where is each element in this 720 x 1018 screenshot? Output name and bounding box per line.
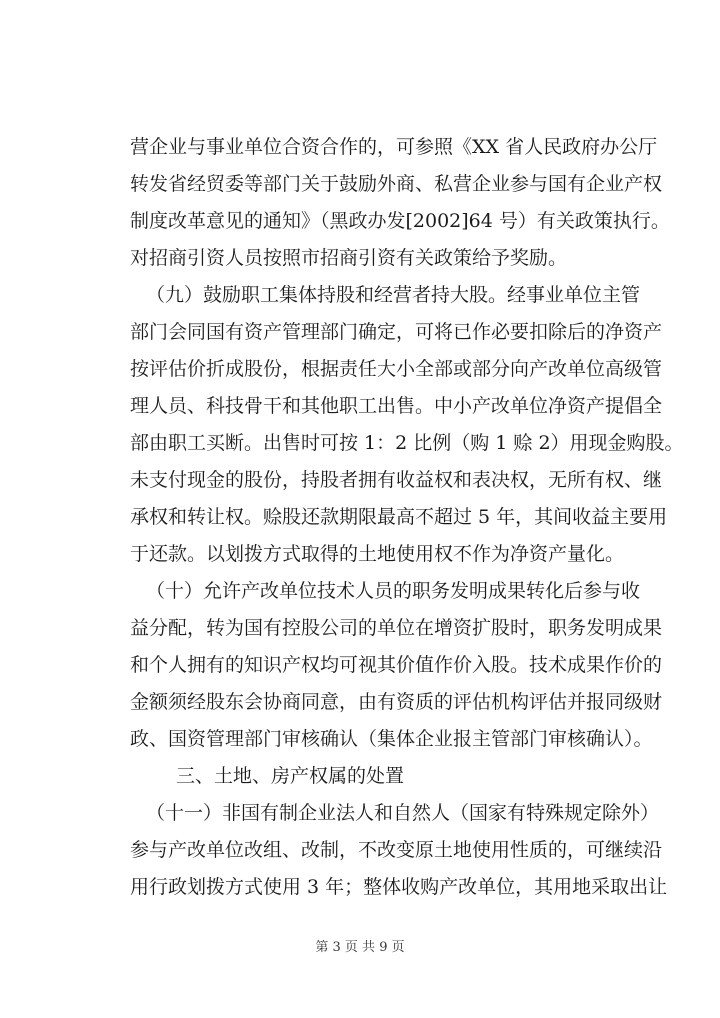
text-line: 部门会同国有资产管理部门确定，可将已作必要扣除后的净资产: [130, 321, 663, 343]
text-line: 营企业与事业单位合资合作的，可参照《XX 省人民政府办公厅: [130, 136, 658, 158]
page-number: 第 3 页 共 9 页: [315, 940, 405, 955]
text-line: 承权和转让权。赊股还款期限最高不超过 5 年，其间收益主要用: [130, 506, 668, 528]
text-line: （十一）非国有制企业法人和自然人（国家有特殊规定除外）: [146, 802, 660, 824]
text-line: 理人员、科技骨干和其他职工出售。中小产改单位净资产提倡全: [130, 395, 663, 417]
text-line: 参与产改单位改组、改制，不改变原土地使用性质的，可继续沿: [130, 839, 663, 861]
text-line: 政、国资管理部门审核确认（集体企业报主管部门审核确认）。: [130, 728, 653, 750]
text-line: 用行政划拨方式使用 3 年；整体收购产改单位，其用地采取出让: [130, 876, 668, 898]
text-line: 于还款。以划拨方式取得的土地使用权不作为净资产量化。: [130, 543, 625, 565]
text-line: 金额须经股东会协商同意，由有资质的评估机构评估并报同级财: [130, 691, 663, 713]
text-line: （十）允许产改单位技术人员的职务发明成果转化后参与收: [146, 580, 641, 602]
text-line: 益分配，转为国有控股公司的单位在增资扩股时，职务发明成果: [130, 617, 663, 639]
text-line: 部由职工买断。出售时可按 1：2 比例（购 1 赊 2）用现金购股。: [130, 432, 684, 454]
text-line: 按评估价折成股份，根据责任大小全部或部分向产改单位高级管: [130, 358, 663, 380]
text-line: 对招商引资人员按照市招商引资有关政策给予奖励。: [130, 247, 568, 269]
text-line: 制度改革意见的通知》（黑政办发[2002]64 号）有关政策执行。: [130, 210, 670, 232]
text-line: 未支付现金的股份，持股者拥有收益权和表决权，无所有权、继: [130, 469, 663, 491]
text-line: （九）鼓励职工集体持股和经营者持大股。经事业单位主管: [146, 284, 641, 306]
text-line: 转发省经贸委等部门关于鼓励外商、私营企业参与国有企业产权: [130, 173, 663, 195]
section-heading: 三、土地、房产权属的处置: [176, 765, 405, 787]
text-line: 和个人拥有的知识产权均可视其价值作价入股。技术成果作价的: [130, 654, 663, 676]
